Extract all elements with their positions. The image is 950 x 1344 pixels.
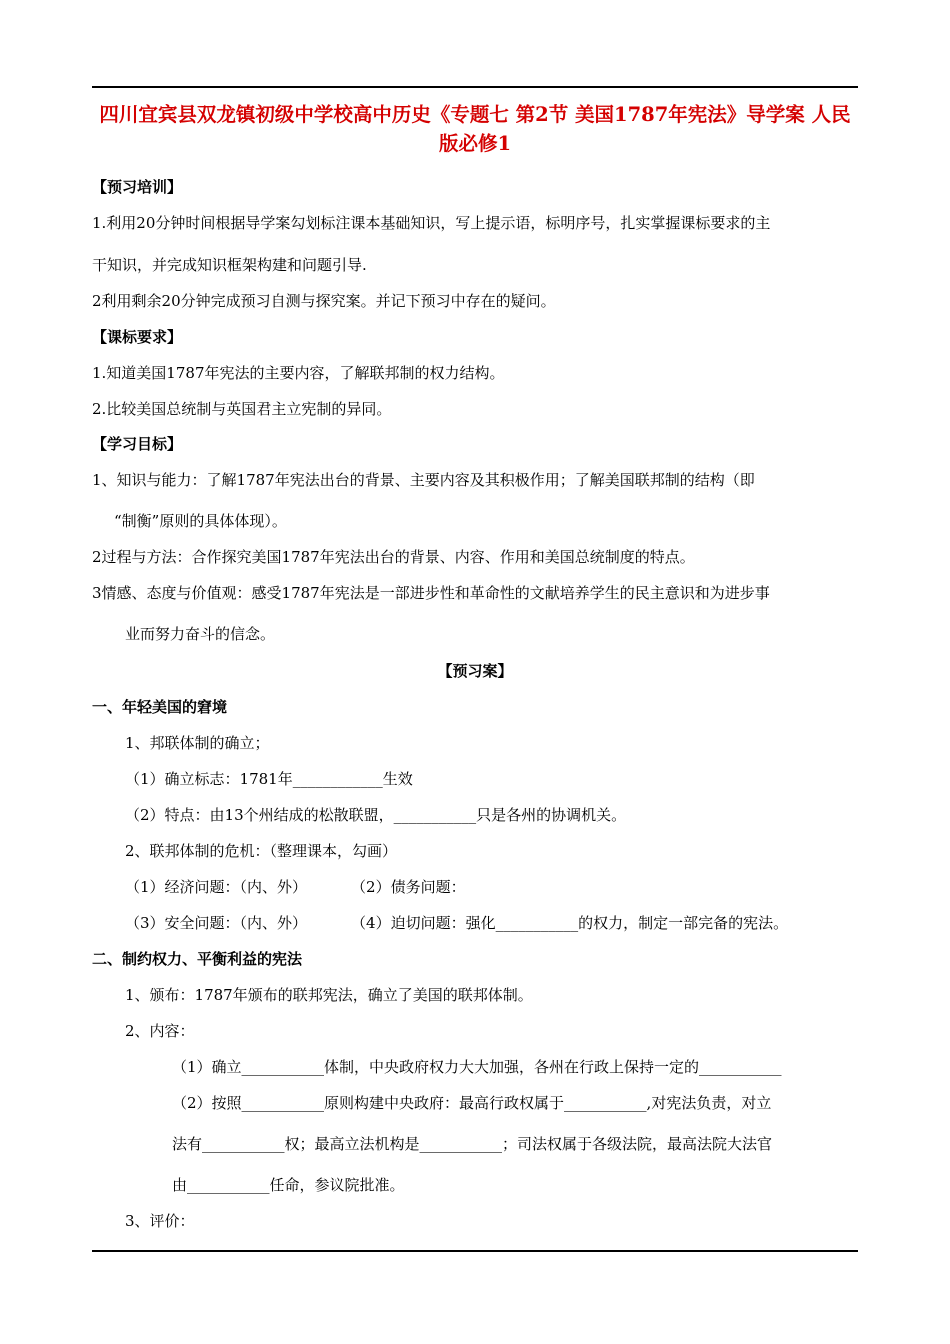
part-2-item-3: 3、评价： <box>125 1212 195 1230</box>
part-2-item-2-sub-2-line-2: 法有___________权；最高立法机构是___________；司法权属于各级法院，最高法院大法官 <box>172 1135 773 1153</box>
part-2-item-2-sub-2-line-3: 由___________任命，参议院批准。 <box>172 1176 405 1194</box>
preview-case-heading: 【预习案】 <box>437 662 513 680</box>
urgent-problem: （4）迫切问题：强化___________的权力，制定一部完备的宪法。 <box>351 914 789 932</box>
part-1-heading: 一、年轻美国的窘境 <box>92 698 228 716</box>
part-1-item-1: 1、邦联体制的确立； <box>125 734 270 752</box>
part-1-item-2-row-1 <box>125 877 466 897</box>
part-2-item-2-sub-1: （1）确立___________体制，中央政府权力大大加强，各州在行政上保持一定的___________ <box>172 1058 782 1076</box>
part-2-item-2: 2、内容： <box>125 1022 195 1040</box>
economic-problem: （1）经济问题：（内、外） <box>125 878 308 896</box>
top-rule <box>92 86 858 88</box>
learning-goal-3-line-2: 业而努力奋斗的信念。 <box>125 625 276 643</box>
section-heading-preview-training: 【预习培训】 <box>92 178 183 196</box>
part-1-item-2-row-2 <box>125 913 788 933</box>
section-heading-curriculum-requirements: 【课标要求】 <box>92 328 183 346</box>
learning-goal-1-line-2: “制衡”原则的具体体现）。 <box>114 512 287 530</box>
part-2-heading: 二、制约权力、平衡利益的宪法 <box>92 950 303 968</box>
learning-goal-1-line-1: 1、知识与能力：了解1787年宪法出台的背景、主要内容及其积极作用；了解美国联邦制的结构（即 <box>92 471 755 489</box>
bottom-rule <box>92 1250 858 1252</box>
document-title: 四川宜宾县双龙镇初级中学校高中历史《专题七 第2节 美国1787年宪法》导学案 人民版必修1 <box>99 103 851 155</box>
preview-training-item-1-line-2: 干知识，并完成知识框架构建和问题引导. <box>92 256 367 274</box>
preview-training-item-2: 2利用剩余20分钟完成预习自测与探究案。并记下预习中存在的疑问。 <box>92 292 556 310</box>
part-2-item-1: 1、颁布：1787年颁布的联邦宪法，确立了美国的联邦体制。 <box>125 986 533 1004</box>
security-problem: （3）安全问题：（内、外） <box>125 914 308 932</box>
section-heading-learning-goals: 【学习目标】 <box>92 435 183 453</box>
curriculum-item-2: 2.比较美国总统制与英国君主立宪制的异同。 <box>92 400 392 418</box>
part-1-item-1-sub-2: （2）特点：由13个州结成的松散联盟，___________只是各州的协调机关。 <box>125 806 627 824</box>
learning-goal-2: 2过程与方法：合作探究美国1787年宪法出台的背景、内容、作用和美国总统制度的特点。 <box>92 548 695 566</box>
part-1-item-2: 2、联邦体制的危机：（整理课本，勾画） <box>125 842 398 860</box>
learning-goal-3-line-1: 3情感、态度与价值观：感受1787年宪法是一部进步性和革命性的文献培养学生的民主意识和为进步事 <box>92 584 770 602</box>
part-1-item-1-sub-1: （1）确立标志：1781年____________生效 <box>125 770 413 788</box>
preview-training-item-1-line-1: 1.利用20分钟时间根据导学案勾划标注课本基础知识，写上提示语，标明序号，扎实掌握课标要求的主 <box>92 214 771 232</box>
debt-problem: （2）债务问题： <box>351 878 466 896</box>
part-2-item-2-sub-2-line-1: （2）按照___________原则构建中央政府：最高行政权属于___________,对宪法负责，对立 <box>172 1094 772 1112</box>
curriculum-item-1: 1.知道美国1787年宪法的主要内容，了解联邦制的权力结构。 <box>92 364 505 382</box>
